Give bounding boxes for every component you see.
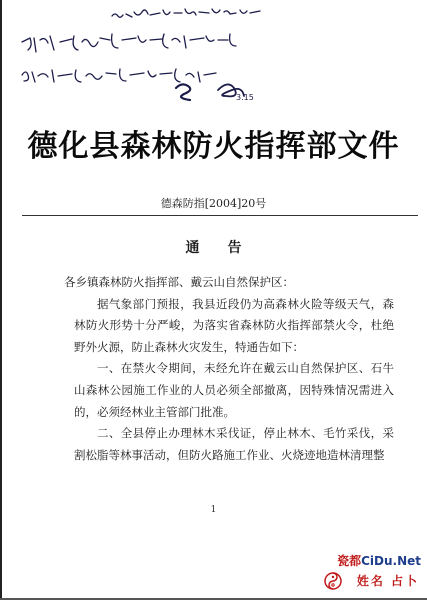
watermark-site [337,552,421,569]
notice-title: 通告 [185,240,270,256]
watermark-site-domain: CiDu.Net [361,554,421,568]
document-number: 德森防指[2004]20号 [160,197,267,210]
site-watermark [303,552,423,594]
header-rule [22,215,418,216]
document-body [64,272,394,466]
watermark-tagline: 姓名 占卜 [356,574,419,588]
salutation: 各乡镇森林防火指挥部、戴云山自然保护区： [64,275,294,289]
fortune-logo-icon [323,571,343,591]
paragraph-item-2: 二、全县停止办理林木采伐证，停止林木、毛竹采伐，采割松脂等林事活动，但防火路施工作业、火烧迹地造林清理整 [74,426,394,462]
paragraph-intro: 据气象部门预报，我县近段仍为高森林火险等级天气，森林防火形势十分严峻，为落实省森林防火指挥部禁火令，杜绝野外火源，防止森林火灾发生，特通告如下： [74,296,394,354]
handwritten-date: 3.15 [236,93,254,102]
page-number: 1 [210,505,217,515]
document-title: 德化县森林防火指挥部文件 [27,129,400,164]
watermark-site-prefix: 瓷都 [337,554,362,568]
handwritten-annotation [0,0,427,120]
paragraph-item-1: 一、在禁火令期间，未经允许在戴云山自然保护区、石牛山森林公园施工作业的人员必须全部撤离，因特殊情况需进入的，必须经林业主管部门批准。 [74,361,394,419]
